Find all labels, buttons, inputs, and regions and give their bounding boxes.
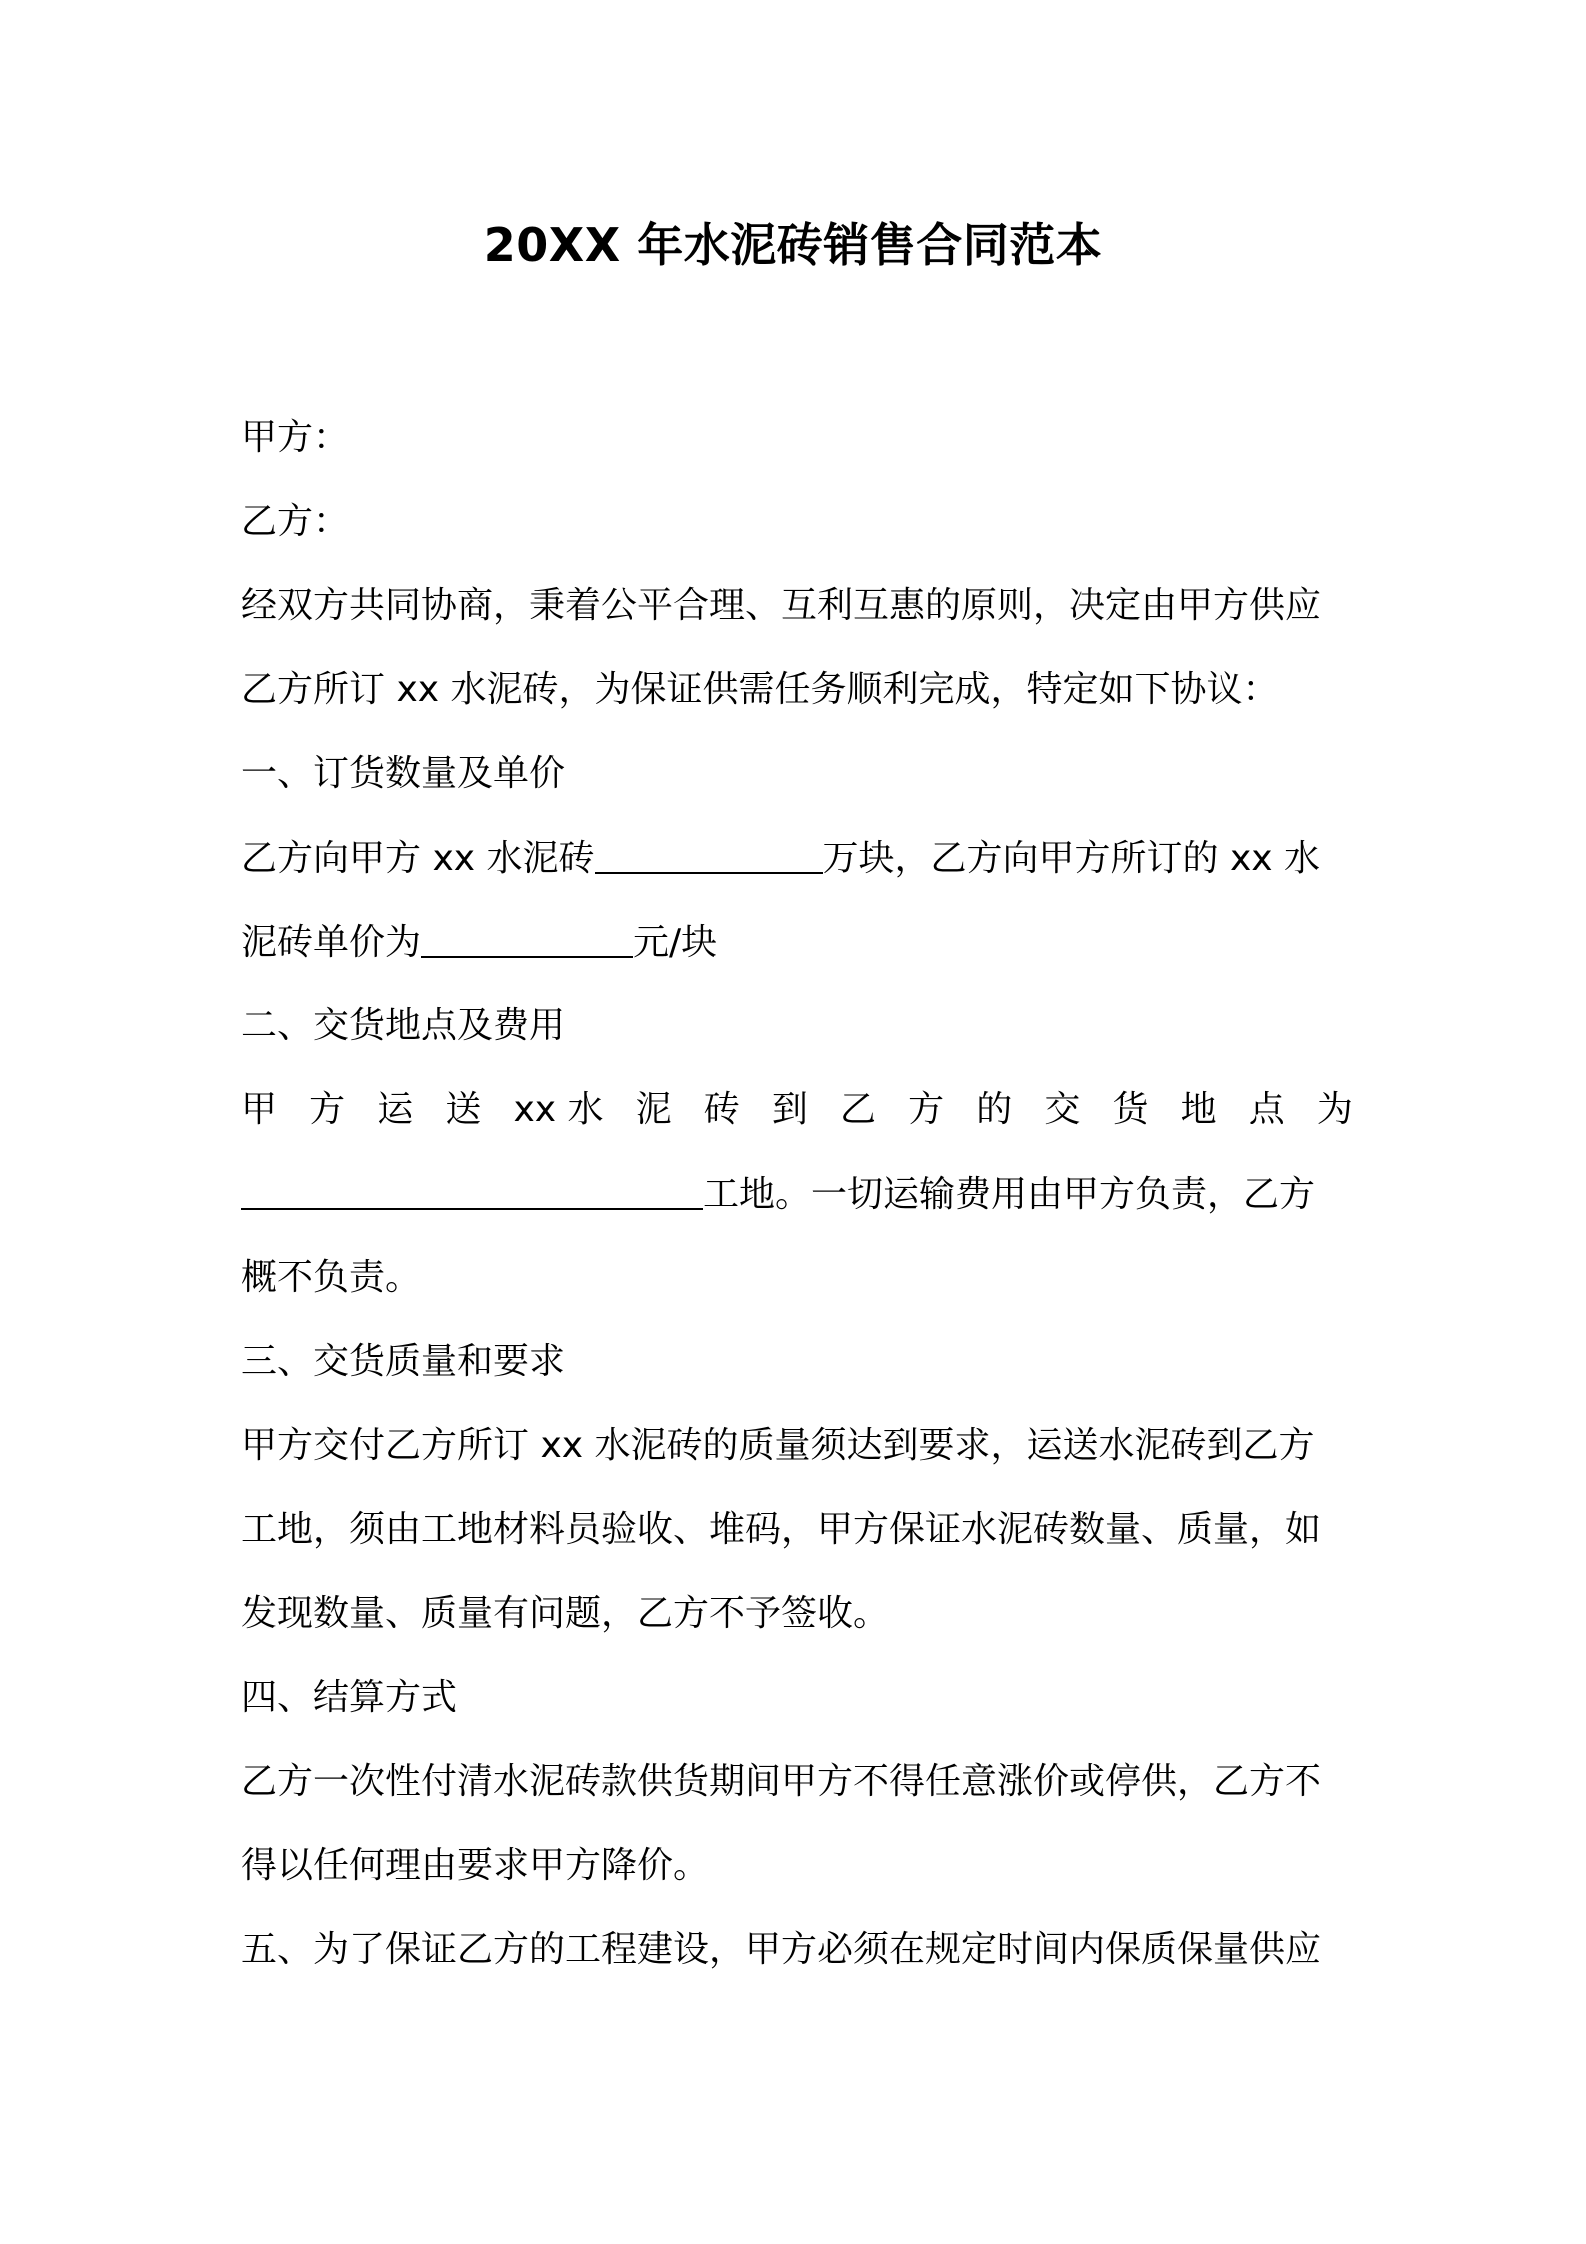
- section-2-line-2: [241, 1168, 1353, 1221]
- spread-char: 方: [908, 1089, 945, 1130]
- intro-line-2: 乙方所订 xx 水泥砖，为保证供需任务顺利完成，特定如下协议：: [241, 669, 1279, 710]
- section-2-heading: 二、交货地点及费用: [241, 1005, 566, 1046]
- spread-char: 甲: [241, 1089, 278, 1130]
- spread-char: 为: [1316, 1089, 1353, 1130]
- party-a-label: 甲方：: [241, 417, 350, 458]
- spread-char: 点: [1248, 1089, 1285, 1130]
- section-2-line-3: 概不负责。: [241, 1257, 422, 1298]
- document-title: 20XX 年水泥砖销售合同范本: [483, 218, 1103, 272]
- spread-char: 货: [1112, 1089, 1149, 1130]
- spread-char: 泥: [635, 1089, 672, 1130]
- section-3-line-3: 发现数量、质量有问题，乙方不予签收。: [241, 1593, 890, 1634]
- section-2-line-1: [241, 1084, 1353, 1136]
- section-4-heading: 四、结算方式: [241, 1677, 458, 1718]
- spread-char: 的: [976, 1089, 1013, 1130]
- price-suffix: 元/块: [633, 922, 718, 963]
- section-3-line-1: 甲方交付乙方所订 xx 水泥砖的质量须达到要求，运送水泥砖到乙方: [241, 1425, 1315, 1466]
- spread-char: 到: [771, 1089, 808, 1130]
- quantity-blank[interactable]: [595, 836, 823, 874]
- spread-char: 砖: [703, 1089, 740, 1130]
- intro-line-1: 经双方共同协商，秉着公平合理、互利互惠的原则，决定由甲方供应: [241, 585, 1322, 626]
- section-3-line-2: 工地，须由工地材料员验收、堆码，甲方保证水泥砖数量、质量，如: [241, 1509, 1322, 1550]
- section-1-line-2: [241, 916, 1353, 969]
- spread-char: 运: [377, 1089, 414, 1130]
- section-3-heading: 三、交货质量和要求: [241, 1341, 566, 1382]
- spread-char: 地: [1180, 1089, 1217, 1130]
- section-1-heading: 一、订货数量及单价: [241, 753, 566, 794]
- spread-char: 方: [309, 1089, 346, 1130]
- section-1-line-1: [241, 832, 1353, 885]
- section-4-line-2: 得以任何理由要求甲方降价。: [241, 1845, 710, 1886]
- quantity-prefix: 乙方向甲方 xx 水泥砖: [241, 838, 595, 879]
- section-4-line-1: 乙方一次性付清水泥砖款供货期间甲方不得任意涨价或停供，乙方不: [241, 1761, 1322, 1802]
- spread-char: 送: [445, 1089, 482, 1130]
- price-blank[interactable]: [421, 920, 633, 958]
- delivery-location-suffix: 工地。一切运输费用由甲方负责，乙方: [703, 1174, 1316, 1215]
- spread-char: 乙: [840, 1089, 877, 1130]
- spread-char: 交: [1044, 1089, 1081, 1130]
- section-5-line-1: 五、为了保证乙方的工程建设，甲方必须在规定时间内保质保量供应: [241, 1929, 1322, 1970]
- spread-char: xx 水: [513, 1089, 604, 1130]
- quantity-suffix: 万块，乙方向甲方所订的 xx 水: [822, 838, 1320, 879]
- delivery-location-blank[interactable]: [241, 1172, 703, 1210]
- price-prefix: 泥砖单价为: [241, 922, 422, 963]
- party-b-label: 乙方：: [241, 501, 350, 542]
